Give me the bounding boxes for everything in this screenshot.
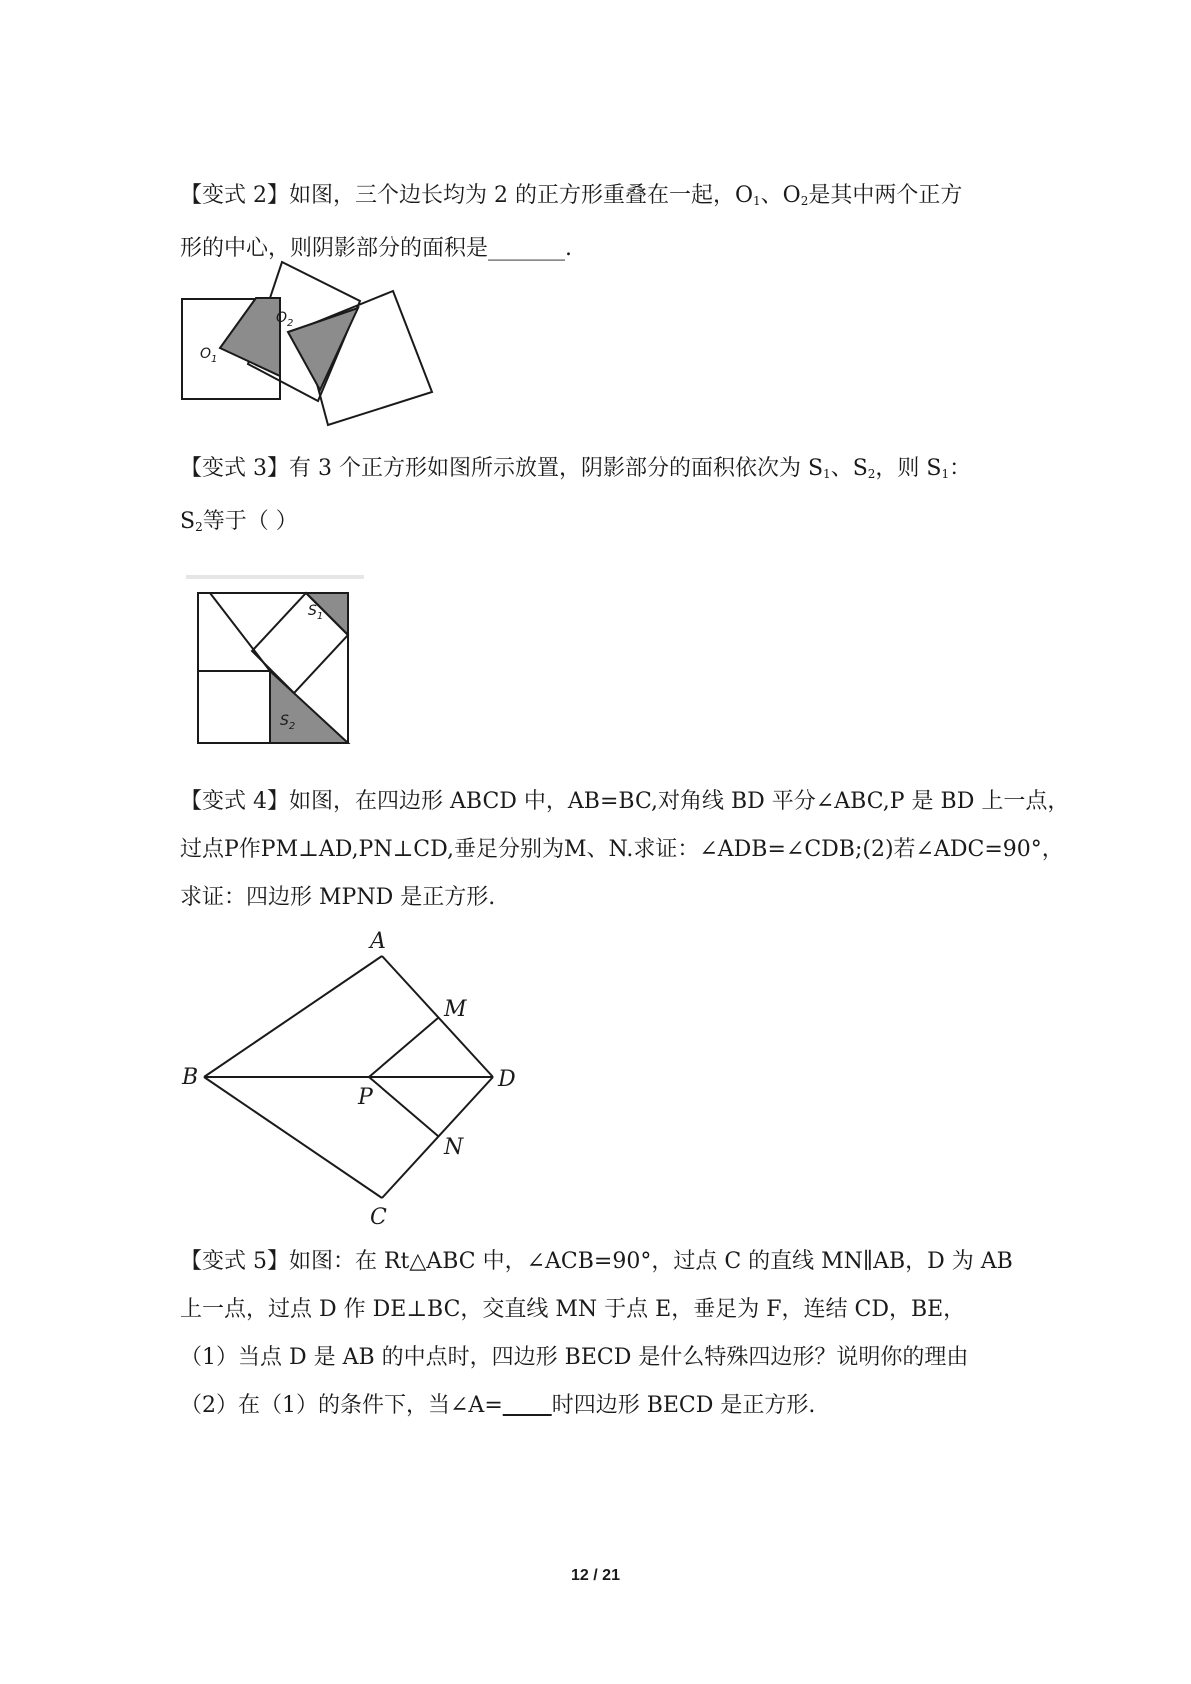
label-n: N — [444, 1135, 464, 1160]
segment-pm — [369, 1018, 438, 1077]
variant3-squares-figure — [186, 575, 364, 755]
variant5-line2: 上一点，过点 D 作 DE⊥BC，交直线 MN 于点 E，垂足为 F，连结 CD，BE， — [180, 1297, 966, 1322]
segment-bc — [204, 1077, 382, 1198]
label-a: A — [370, 929, 386, 954]
variant5-line4: （2）在（1）的条件下，当∠A= 时四边形 BECD 是正方形. — [180, 1393, 816, 1418]
variant2-line2: 形的中心，则阴影部分的面积是_______. — [180, 236, 572, 261]
variant4-quadrilateral-figure — [180, 930, 540, 1230]
variant2-squares-figure — [170, 262, 470, 442]
variant3-line2: $S_2$等于（ ） — [180, 509, 298, 534]
variant2-line1: 【变式 2】如图，三个边长均为 2 的正方形重叠在一起，$O_1$、$O_2$是其中两个正方 — [180, 183, 963, 208]
label-d: D — [498, 1067, 516, 1092]
segment-ab — [204, 956, 382, 1077]
label-s1: $S_1$ — [308, 603, 324, 622]
variant5-line3: （1）当点 D 是 AB 的中点时，四边形 BECD 是什么特殊四边形？说明你的理由 — [180, 1345, 969, 1370]
small-square-bottom-left — [198, 671, 270, 743]
segment-cd — [382, 1077, 493, 1198]
variant3-question — [180, 445, 1030, 551]
label-s2: $S_2$ — [280, 713, 296, 732]
variant4-line2: 过点P作PM⊥AD,PN⊥CD,垂足分别为M、N.求证：∠ADB=∠CDB;(2)若∠ADC=90°， — [180, 837, 1064, 862]
page-number: 12 / 21 — [571, 1567, 620, 1584]
variant4-question — [180, 778, 1070, 922]
label-o2: $O_2$ — [276, 310, 294, 329]
answer-blank — [503, 1393, 552, 1418]
figure-top-strip — [186, 575, 364, 579]
variant4-line3: 求证：四边形 MPND 是正方形. — [180, 885, 496, 910]
label-m: M — [444, 997, 467, 1022]
variant5-question — [180, 1238, 1030, 1430]
label-b: B — [182, 1065, 199, 1090]
variant4-line1: 【变式 4】如图，在四边形 ABCD 中，AB=BC,对角线 BD 平分∠ABC,P 是 BD 上一点， — [180, 789, 1070, 814]
variant5-line1: 【变式 5】如图：在 Rt△ABC 中，∠ACB=90°，过点 C 的直线 MN∥AB，D 为 AB — [180, 1249, 1013, 1274]
segment-pn — [369, 1077, 438, 1136]
variant2-question — [180, 172, 1030, 273]
label-p: P — [358, 1085, 373, 1110]
label-c: C — [370, 1205, 387, 1230]
variant3-line1: 【变式 3】有 3 个正方形如图所示放置，阴影部分的面积依次为 $S_1$、$S_2$，则 $S_1$： — [180, 456, 972, 481]
label-o1: $O_1$ — [200, 346, 218, 365]
segment-ad — [382, 956, 493, 1077]
shaded-region-2 — [288, 308, 358, 390]
